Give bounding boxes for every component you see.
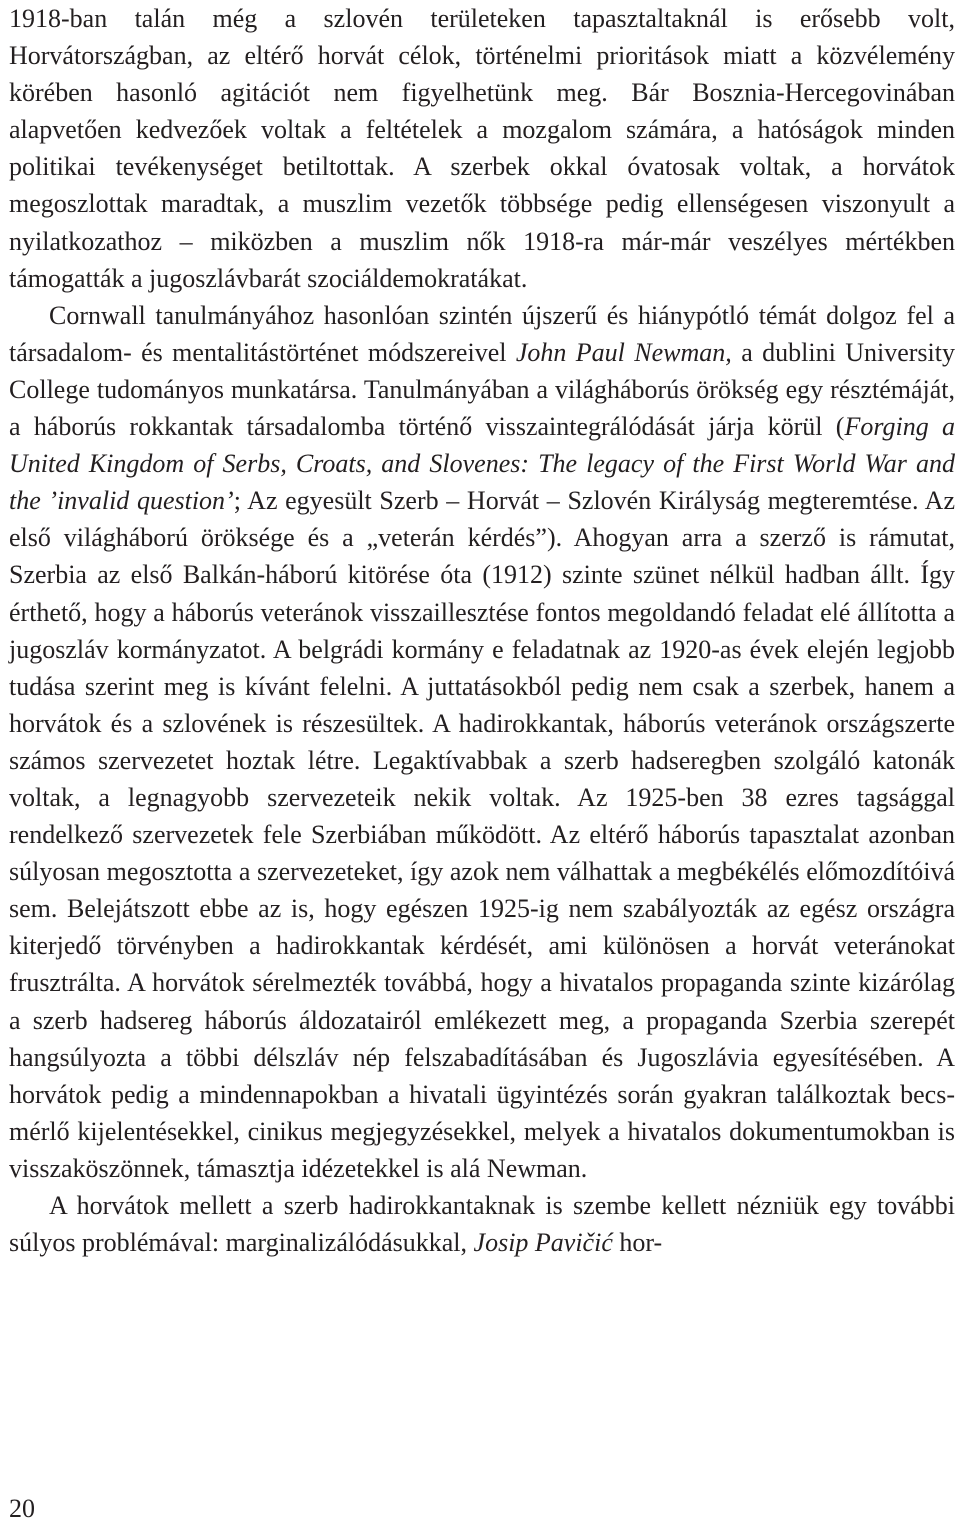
paragraph-2-segment-3: a dublini University College tudományos munkatársa. Tanulmányában a világháborús örökség egy résztémáját, a háborús rokkantak társadalomba történő visszaintegrálódását járja körül ( xyxy=(9,337,955,442)
page-number: 20 xyxy=(9,1494,35,1523)
study-title: Forging a United Kingdom of Serbs, Croats, and Slovenes: The legacy of the First World War and the ’invalid question’ xyxy=(9,412,955,516)
paragraph-3-segment-1: A horvátok mellett a szerb hadirokkantaknak is szembe kellett nézniük egy további súlyos problémával: marginalizálódásukkal, xyxy=(9,1191,955,1258)
document-page xyxy=(9,0,955,1261)
paragraph-3 xyxy=(9,1187,955,1261)
paragraph-3-segment-3: hor- xyxy=(612,1228,663,1258)
paragraph-2-segment-5: ; Az egyesült Szerb – Horvát – Szlovén Királyság megteremtése. Az első világháború öröksége és a „veterán kérdés”). Ahogyan arra a szerző is rámutat, Szerbia az első Balkán-háború kitörése óta (1912) szinte szünet nélkül hadban állt. Így érthető, hogy a háborús veteránok visszaillesztése fontos megoldandó feladat elé állította a jugoszláv kormányzatot. A belgrádi kormány e feladatnak az 1920-as évek elején legjobb tudása szerint meg is kívánt felelni. A juttatásokból pedig nem csak a szerbek, hanem a horvátok és a szlovének is részesültek. A hadirokkantak, háborús veteránok országszerte számos szervezetet hoztak létre. Legaktívabbak a szerb hadseregben szolgáló katonák voltak, a legnagyobb szervezeteik nekik voltak. Az 1925-ben 38 ezres tagsággal rendelkező szervezetek fele Szerbiában működött. Az eltérő háborús tapasztalat azonban súlyosan megosztotta a szervezeteket, így azok nem válhattak a megbékélés előmozdítóivá sem. Belejátszott ebbe az is, hogy egészen 1925-ig nem szabályozták az egész országra kiterjedő törvényben a hadirokkantak kérdését, ami különösen a horvát veteránokat frusztrálta. A horvátok sérelmezték továbbá, hogy a hivatalos propaganda szinte kizárólag a szerb hadsereg háborús áldozatairól emlékezett meg, a propaganda Szerbia szerepét hangsúlyozta a többi délszláv nép felszabadításában és Jugoszlávia egyesítésében. A horvátok pedig a mindennapokban a hivatali ügyintézés során gyakran találkoztak becsmérlő kijelentésekkel, cinikus megjegyzésekkel, melyek a hivatalos dokumentumokban is visszaköszönnek, támasztja idézetekkel is alá Newman. xyxy=(9,486,955,1183)
paragraph-1 xyxy=(9,0,955,297)
paragraph-1-text: 1918-ban talán még a szlovén területeken tapasztaltaknál is erősebb volt, Horvátországban, az eltérő horvát célok, történelmi prioritások miatt a közvélemény körében hasonló agitációt nem figyelhetünk meg. Bár Bosznia-Hercegovinában alapvetően kedvezőek voltak a feltételek a mozgalom számára, a hatóságok minden politikai tevékenységet betiltottak. A szerbek okkal óvatosak voltak, a horvátok megoszlottak maradtak, a muszlim vezetők többsége pedig ellenségesen viszonyult a nyilatkozathoz – miközben a muszlim nők 1918-ra már-már veszélyes mértékben támogatták a jugoszlávbarát szociáldemokratákat. xyxy=(9,4,955,293)
paragraph-2 xyxy=(9,297,955,1187)
author-name-newman: John Paul Newman, xyxy=(515,337,732,367)
paragraph-2-segment-1: Cornwall tanulmányához hasonlóan szintén újszerű és hiánypótló témát dolgoz fel a társadalom- és mentalitástörténet módszereivel xyxy=(9,300,955,367)
author-name-pavicic: Josip Pavičić xyxy=(473,1228,613,1258)
